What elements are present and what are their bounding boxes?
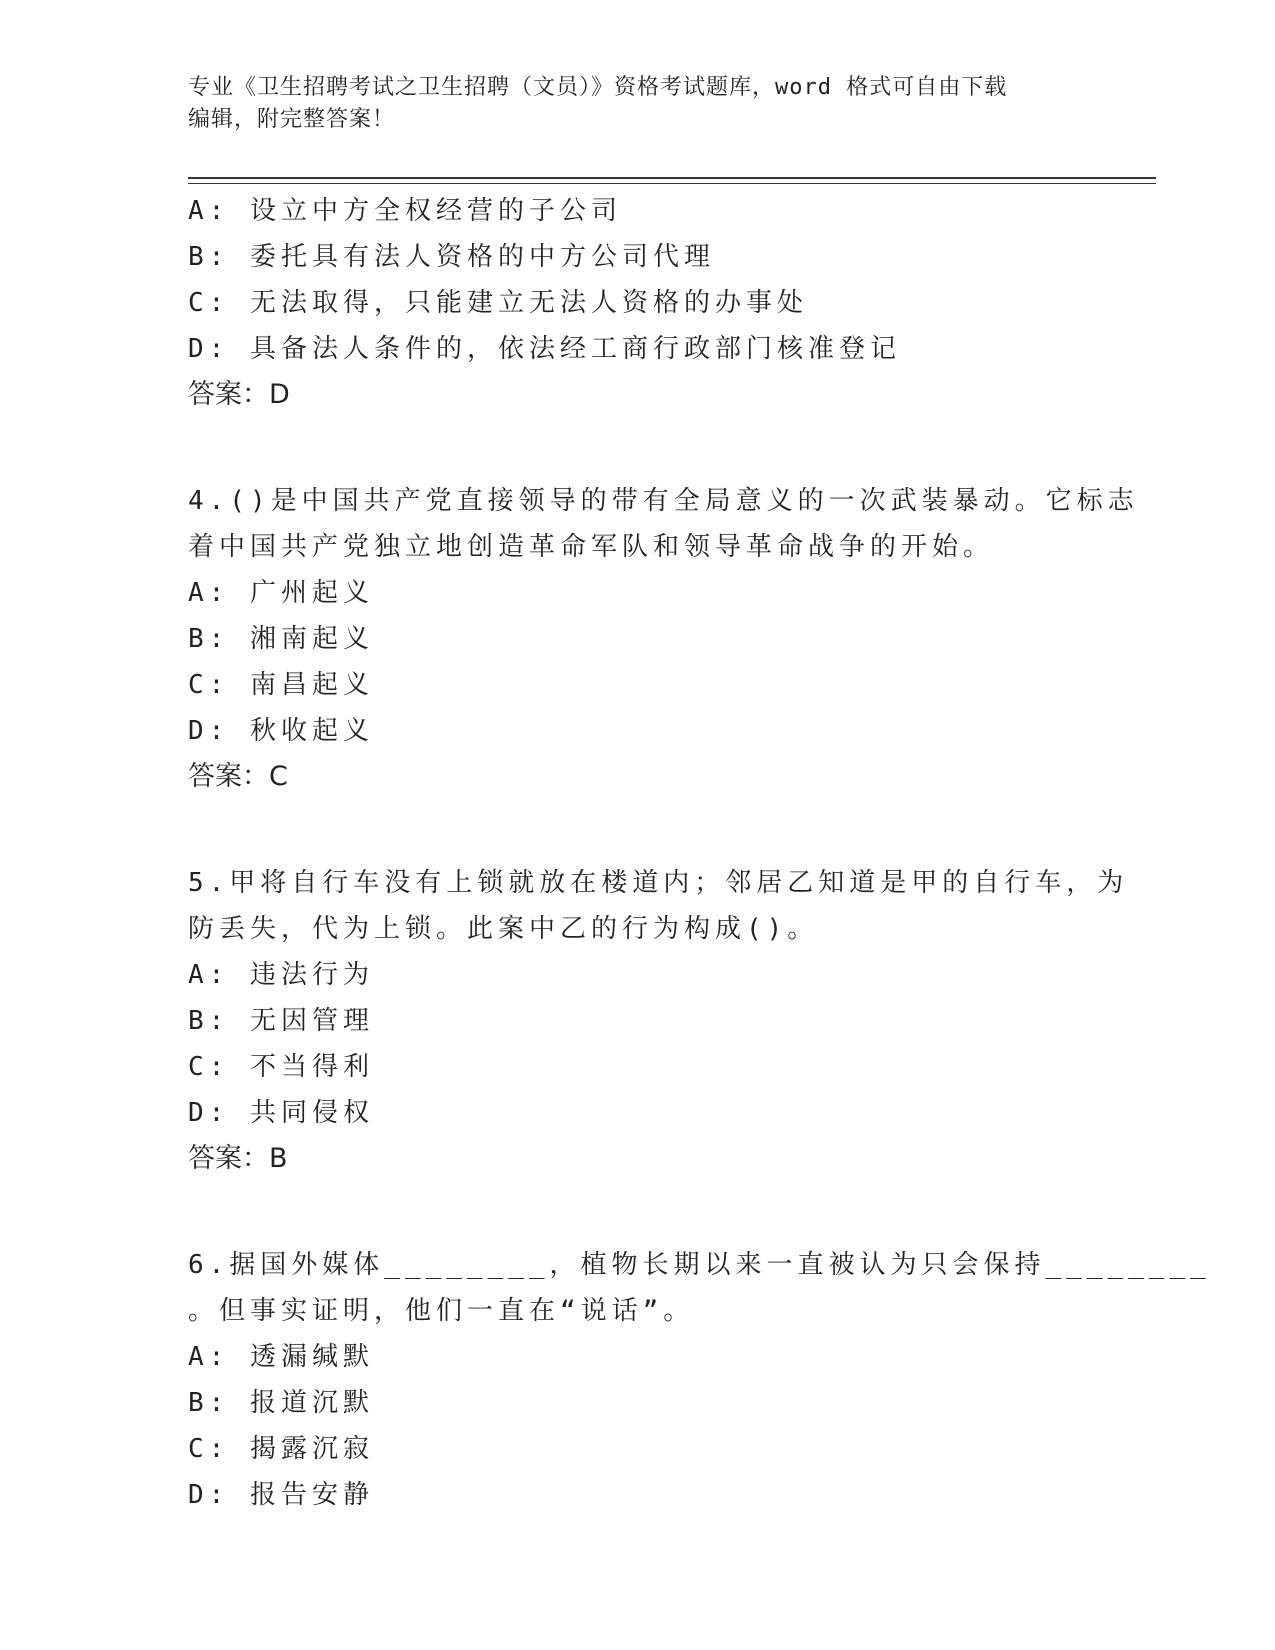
- header-line-2: 编辑，附完整答案！: [188, 107, 396, 132]
- question-list: [188, 188, 1211, 1518]
- question-stem: 5.甲将自行车没有上锁就放在楼道内；邻居乙知道是甲的自行车，为: [188, 868, 1129, 898]
- question-stem: 6.据国外媒体________，植物长期以来一直被认为只会保持________: [188, 1250, 1211, 1280]
- option-d: D: 秋收起义: [188, 716, 374, 746]
- option-a: A: 广州起义: [188, 578, 374, 608]
- option-a: A: 设立中方全权经营的子公司: [188, 196, 622, 226]
- header-divider-thin: [188, 183, 1156, 184]
- option-c: C: 不当得利: [188, 1052, 374, 1082]
- option-a: A: 违法行为: [188, 960, 374, 990]
- option-c: C: 南昌起义: [188, 670, 374, 700]
- option-d: D: 共同侵权: [188, 1098, 374, 1128]
- header-line-1: 专业《卫生招聘考试之卫生招聘（文员）》资格考试题库，word 格式可自由下载: [188, 75, 1008, 100]
- option-b: B: 无因管理: [188, 1006, 374, 1036]
- option-b: B: 湘南起义: [188, 624, 374, 654]
- header-divider-thick: [188, 177, 1156, 179]
- option-d: D: 具备法人条件的，依法经工商行政部门核准登记: [188, 334, 901, 364]
- question-5: [188, 860, 1129, 1182]
- option-a: A: 透漏缄默: [188, 1342, 374, 1372]
- question-6: [188, 1242, 1211, 1518]
- option-c: C: 无法取得，只能建立无法人资格的办事处: [188, 288, 808, 318]
- document-header: [188, 72, 1068, 136]
- answer: 答案：C: [188, 761, 288, 792]
- question-stem: 4.()是中国共产党直接领导的带有全局意义的一次武装暴动。它标志: [188, 486, 1139, 516]
- option-b: B: 委托具有法人资格的中方公司代理: [188, 242, 715, 272]
- option-b: B: 报道沉默: [188, 1388, 374, 1418]
- answer: 答案：D: [188, 379, 290, 410]
- question-3: [188, 188, 1088, 418]
- question-stem: 着中国共产党独立地创造革命军队和领导革命战争的开始。: [188, 532, 995, 562]
- option-d: D: 报告安静: [188, 1480, 374, 1510]
- option-c: C: 揭露沉寂: [188, 1434, 374, 1464]
- question-stem: 。但事实证明，他们一直在“说话”。: [188, 1296, 695, 1326]
- question-4: [188, 478, 1139, 800]
- answer: 答案：B: [188, 1143, 288, 1174]
- question-stem: 防丢失，代为上锁。此案中乙的行为构成()。: [188, 914, 819, 944]
